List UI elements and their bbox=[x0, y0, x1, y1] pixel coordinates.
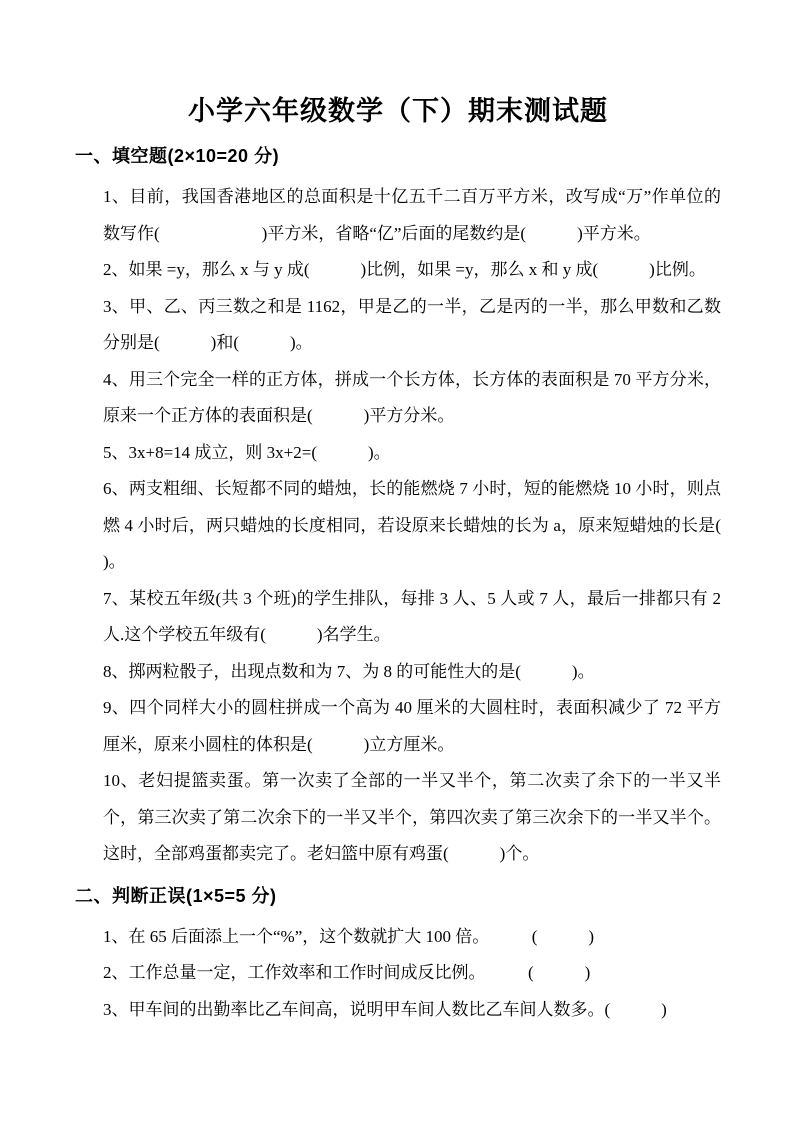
fill-blank-question-10: 10、老妇提篮卖蛋。第一次卖了全部的一半又半个，第二次卖了余下的一半又半个，第三次卖了第二次余下的一半又半个，第四次卖了第三次余下的一半又半个。这时，全部鸡蛋都卖完了。老妇篮中原有鸡蛋( )个。 bbox=[103, 771, 721, 863]
fill-blank-question-8: 8、掷两粒骰子，出现点数和为 7、为 8 的可能性大的是( )。 bbox=[103, 661, 595, 681]
fill-blank-question-2: 2、如果 =y，那么 x 与 y 成( )比例，如果 =y，那么 x 和 y 成( )比例。 bbox=[103, 260, 706, 279]
section-1-questions bbox=[103, 179, 772, 873]
true-false-question-2: 2、工作总量一定，工作效率和工作时间成反比例。 ( ) bbox=[103, 963, 591, 982]
section-fill-blanks bbox=[75, 142, 772, 873]
fill-blank-question-6: 6、两支粗细、长短都不同的蜡烛，长的能燃烧 7 小时，短的能燃烧 10 小时，则点燃 4 小时后，两只蜡烛的长度相同，若设原来长蜡烛的长为 a，原来短蜡烛的长是( )。 bbox=[103, 479, 772, 571]
fill-blank-question-3: 3、甲、乙、丙三数之和是 1162，甲是乙的一半，乙是丙的一半，那么甲数和乙数分别是( )和( )。 bbox=[103, 296, 721, 352]
true-false-question-1: 1、在 65 后面添上一个“%”，这个数就扩大 100 倍。 ( ) bbox=[103, 926, 595, 946]
true-false-question-3: 3、甲车间的出勤率比乙车间高，说明甲车间人数比乙车间人数多。( ) bbox=[103, 999, 667, 1019]
page-title: 小学六年级数学（下）期末测试题 bbox=[188, 96, 608, 126]
section-true-false bbox=[75, 882, 721, 1029]
section-2-questions bbox=[103, 919, 721, 1029]
fill-blank-question-9: 9、四个同样大小的圆柱拼成一个高为 40 厘米的大圆柱时，表面积减少了 72 平方厘米，原来小圆柱的体积是( )立方厘米。 bbox=[103, 698, 721, 754]
fill-blank-question-5: 5、3x+8=14 成立，则 3x+2=( )。 bbox=[103, 442, 391, 462]
fill-blank-question-7: 7、某校五年级(共 3 个班)的学生排队，每排 3 人、5 人或 7 人，最后一排都只有 2 人.这个学校五年级有( )名学生。 bbox=[103, 588, 721, 644]
fill-blank-question-1: 1、目前，我国香港地区的总面积是十亿五千二百万平方米，改写成“万”作单位的数写作( )平方米，省略“亿”后面的尾数约是( )平方米。 bbox=[103, 187, 721, 243]
section-2-heading: 二、判断正误(1×5=5 分) bbox=[75, 885, 277, 906]
section-1-heading: 一、填空题(2×10=20 分) bbox=[75, 146, 280, 166]
fill-blank-question-4: 4、用三个完全一样的正方体，拼成一个长方体，长方体的表面积是 70 平方分米，原来一个正方体的表面积是( )平方分米。 bbox=[103, 369, 721, 425]
